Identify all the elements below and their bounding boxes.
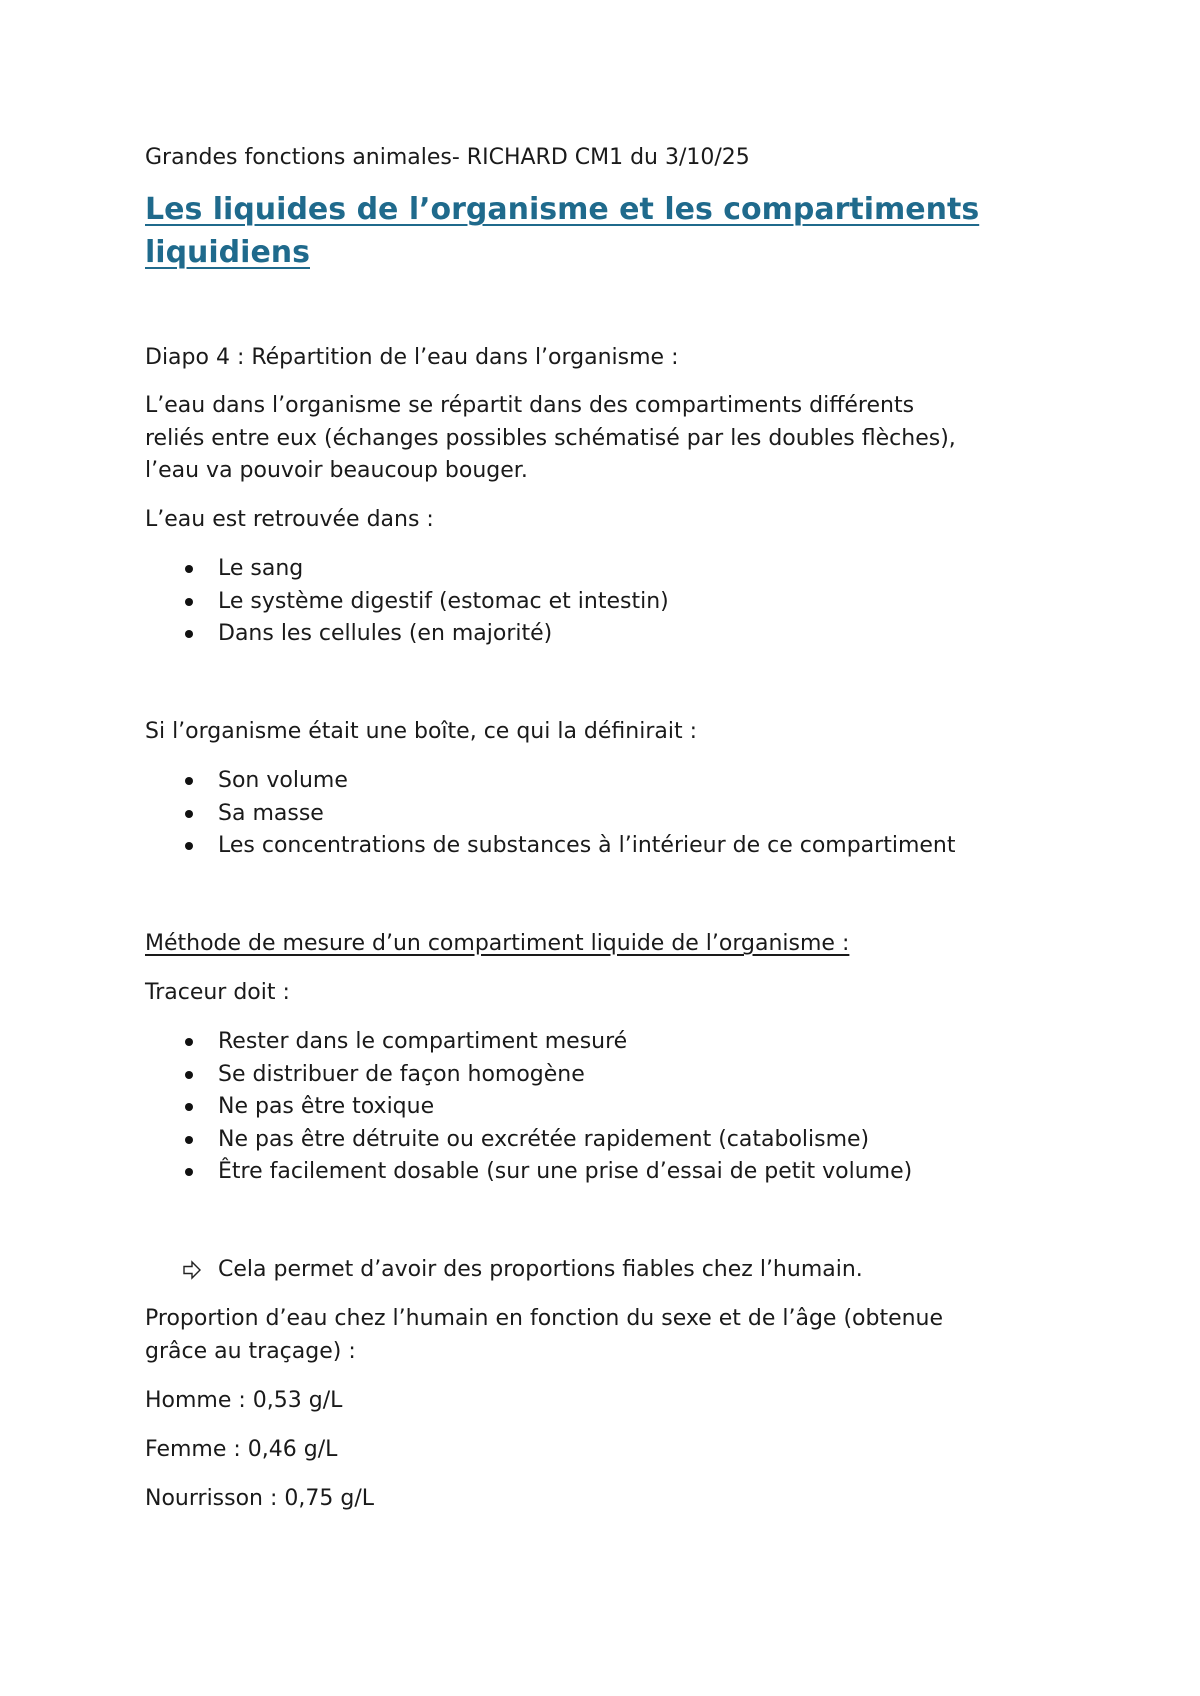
paragraph-repartition-line-1: L’eau dans l’organisme se répartit dans des compartiments différents <box>145 393 915 418</box>
paragraph-repartition-line-2: reliés entre eux (échanges possibles schématisé par les doubles flèches), <box>145 425 956 451</box>
paragraph-proportion-line-2: grâce au traçage) : <box>145 1338 356 1364</box>
list-item: Les concentrations de substances à l’intérieur de ce compartiment <box>145 830 955 863</box>
conclusion-line <box>145 1254 863 1287</box>
paragraph-repartition <box>145 390 1085 488</box>
right-arrow-outline-icon <box>183 1254 201 1298</box>
list-item: Le système digestif (estomac et intestin) <box>145 586 669 619</box>
course-header: Grandes fonctions animales- RICHARD CM1 du 3/10/25 <box>145 145 750 170</box>
list-item: Dans les cellules (en majorité) <box>145 618 669 651</box>
bullet-icon <box>185 1038 193 1046</box>
bullet-icon <box>185 777 193 785</box>
bullet-icon <box>185 565 193 573</box>
bullet-icon <box>185 810 193 818</box>
list-item: Ne pas être détruite ou excrétée rapidement (catabolisme) <box>145 1124 912 1157</box>
box-properties-list <box>145 765 955 863</box>
list-item: Se distribuer de façon homogène <box>145 1059 912 1092</box>
section-methode-heading: Méthode de mesure d’un compartiment liquide de l’organisme : <box>145 931 850 956</box>
list-item: Rester dans le compartiment mesuré <box>145 1026 912 1059</box>
bullet-icon <box>185 1136 193 1144</box>
paragraph-proportion <box>145 1303 1085 1368</box>
value-femme: Femme : 0,46 g/L <box>145 1437 338 1462</box>
paragraph-retrouvee: L’eau est retrouvée dans : <box>145 507 434 532</box>
paragraph-repartition-line-3: l’eau va pouvoir beaucoup bouger. <box>145 458 528 483</box>
document-title <box>145 188 1085 274</box>
value-homme: Homme : 0,53 g/L <box>145 1388 343 1413</box>
list-item: Le sang <box>145 553 669 586</box>
document-title-line-2: liquidiens <box>145 235 310 270</box>
value-nourrisson: Nourrisson : 0,75 g/L <box>145 1486 375 1511</box>
bullet-icon <box>185 1071 193 1079</box>
document-title-line-1: Les liquides de l’organisme et les compartiments <box>145 192 980 227</box>
bullet-icon <box>185 842 193 850</box>
bullet-icon <box>185 1168 193 1176</box>
paragraph-traceur: Traceur doit : <box>145 980 290 1005</box>
list-item: Son volume <box>145 765 955 798</box>
bullet-icon <box>185 598 193 606</box>
list-item: Ne pas être toxique <box>145 1091 912 1124</box>
bullet-icon <box>185 630 193 638</box>
bullet-icon <box>185 1103 193 1111</box>
conclusion-text: Cela permet d’avoir des proportions fiables chez l’humain. <box>218 1257 863 1282</box>
list-item: Être facilement dosable (sur une prise d’essai de petit volume) <box>145 1156 912 1189</box>
paragraph-boite: Si l’organisme était une boîte, ce qui la définirait : <box>145 719 697 744</box>
list-item: Sa masse <box>145 798 955 831</box>
section-diapo-heading: Diapo 4 : Répartition de l’eau dans l’organisme : <box>145 345 679 370</box>
locations-list <box>145 553 669 651</box>
traceur-requirements-list <box>145 1026 912 1189</box>
paragraph-proportion-line-1: Proportion d’eau chez l’humain en fonction du sexe et de l’âge (obtenue <box>145 1306 944 1331</box>
